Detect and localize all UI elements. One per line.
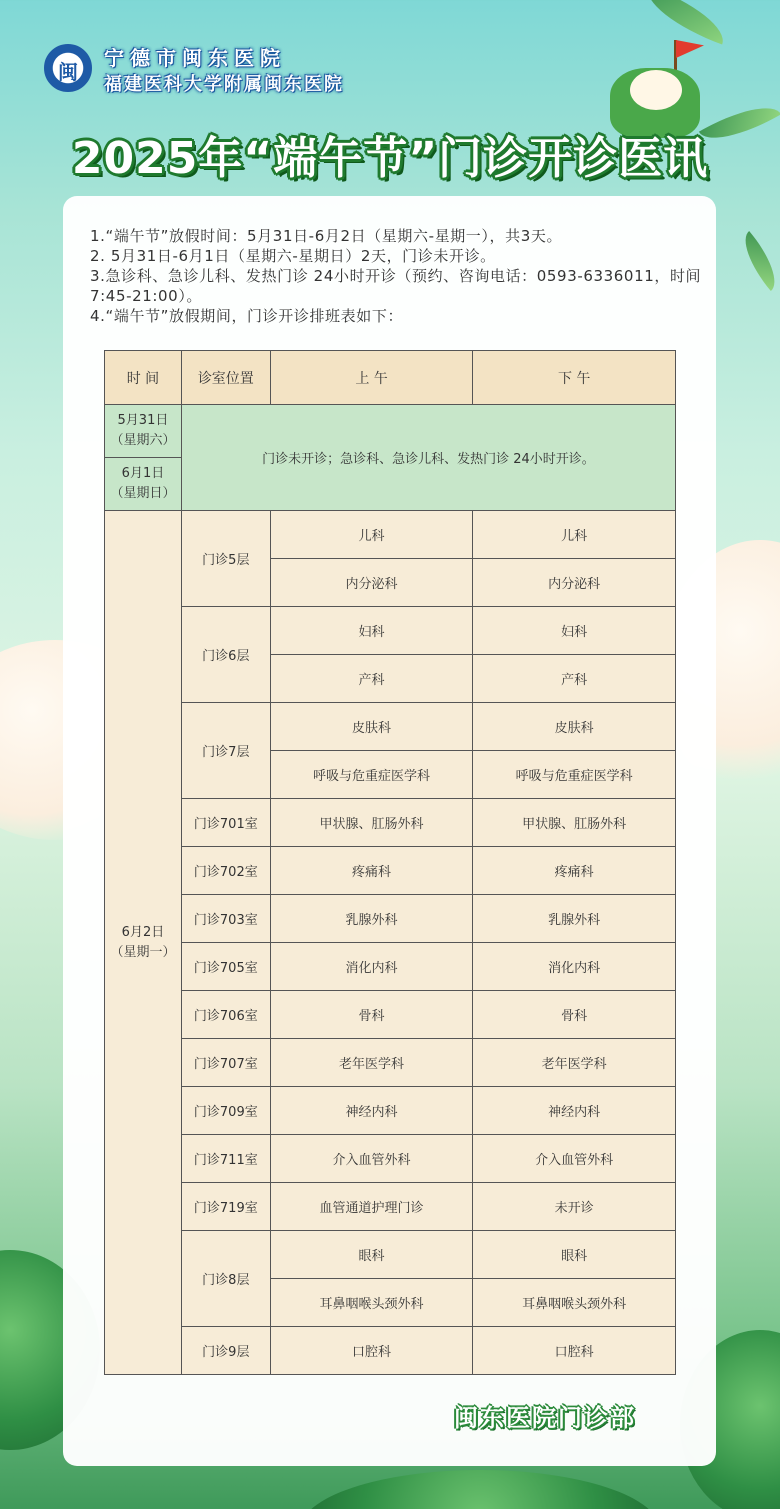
- am-department-cell: 老年医学科: [270, 1039, 473, 1087]
- pm-department-cell: 神经内科: [473, 1087, 676, 1135]
- hospital-name: 宁德市闽东医院: [104, 46, 286, 70]
- am-department-cell: 呼吸与危重症医学科: [270, 751, 473, 799]
- lotus-leaf-bottom-center: [300, 1470, 660, 1509]
- pm-department-cell: 口腔科: [473, 1327, 676, 1375]
- pm-department-cell: 疼痛科: [473, 847, 676, 895]
- hospital-logo: 闽: [44, 44, 92, 92]
- pm-department-cell: 未开诊: [473, 1183, 676, 1231]
- page-title: 2025年“端午节”门诊开诊医讯: [71, 133, 709, 184]
- notice-item: 4.“端午节”放假期间，门诊开诊排班表如下：: [90, 307, 404, 325]
- table-row: [105, 405, 676, 458]
- table-row: [105, 1087, 676, 1135]
- table-row: [105, 703, 676, 751]
- location-cell: 门诊703室: [181, 895, 270, 943]
- table-row: [105, 847, 676, 895]
- pm-department-cell: 儿科: [473, 511, 676, 559]
- table-row: [105, 943, 676, 991]
- pm-department-cell: 骨科: [473, 991, 676, 1039]
- bamboo-leaf-top: [638, 0, 733, 44]
- location-cell: 门诊7层: [181, 703, 270, 799]
- footer-department: 闽东医院门诊部: [454, 1404, 636, 1432]
- location-cell: 门诊709室: [181, 1087, 270, 1135]
- header-location: 诊室位置: [181, 351, 270, 405]
- pm-department-cell: 老年医学科: [473, 1039, 676, 1087]
- pm-department-cell: 呼吸与危重症医学科: [473, 751, 676, 799]
- notice-item: 2. 5月31日-6月1日（星期六-星期日）2天，门诊未开诊。: [90, 247, 496, 265]
- am-department-cell: 皮肤科: [270, 703, 473, 751]
- location-cell: 门诊719室: [181, 1183, 270, 1231]
- closed-notice-cell: 门诊未开诊；急诊科、急诊儿科、发热门诊 24小时开诊。: [181, 405, 675, 511]
- pm-department-cell: 皮肤科: [473, 703, 676, 751]
- am-department-cell: 骨科: [270, 991, 473, 1039]
- location-cell: 门诊8层: [181, 1231, 270, 1327]
- am-department-cell: 甲状腺、肛肠外科: [270, 799, 473, 847]
- am-department-cell: 眼科: [270, 1231, 473, 1279]
- am-department-cell: 耳鼻咽喉头颈外科: [270, 1279, 473, 1327]
- table-row: [105, 1327, 676, 1375]
- header-pm: 下 午: [473, 351, 676, 405]
- location-cell: 门诊9层: [181, 1327, 270, 1375]
- location-cell: 门诊707室: [181, 1039, 270, 1087]
- notice-item: 3.急诊科、急诊儿科、发热门诊 24小时开诊（预约、咨询电话：0593-6336011，时间 7:45-21:00）。: [90, 267, 702, 305]
- table-row: [105, 1231, 676, 1279]
- location-cell: 门诊6层: [181, 607, 270, 703]
- table-header-row: [105, 351, 676, 405]
- am-department-cell: 妇科: [270, 607, 473, 655]
- pm-department-cell: 甲状腺、肛肠外科: [473, 799, 676, 847]
- pm-department-cell: 眼科: [473, 1231, 676, 1279]
- table-row: [105, 799, 676, 847]
- am-department-cell: 产科: [270, 655, 473, 703]
- location-cell: 门诊705室: [181, 943, 270, 991]
- am-department-cell: 血管通道护理门诊: [270, 1183, 473, 1231]
- location-cell: 门诊701室: [181, 799, 270, 847]
- pm-department-cell: 产科: [473, 655, 676, 703]
- table-row: [105, 607, 676, 655]
- table-row: [105, 1183, 676, 1231]
- am-department-cell: 介入血管外科: [270, 1135, 473, 1183]
- pm-department-cell: 内分泌科: [473, 559, 676, 607]
- am-department-cell: 口腔科: [270, 1327, 473, 1375]
- pm-department-cell: 耳鼻咽喉头颈外科: [473, 1279, 676, 1327]
- date-cell: 6月2日 （星期一）: [105, 511, 182, 1375]
- am-department-cell: 神经内科: [270, 1087, 473, 1135]
- header-am: 上 午: [270, 351, 473, 405]
- am-department-cell: 消化内科: [270, 943, 473, 991]
- table-row: [105, 1135, 676, 1183]
- pm-department-cell: 妇科: [473, 607, 676, 655]
- notice-list: [90, 226, 705, 326]
- am-department-cell: 乳腺外科: [270, 895, 473, 943]
- am-department-cell: 儿科: [270, 511, 473, 559]
- location-cell: 门诊5层: [181, 511, 270, 607]
- pm-department-cell: 消化内科: [473, 943, 676, 991]
- date-cell: 6月1日 （星期日）: [105, 458, 182, 511]
- hospital-subtitle: 福建医科大学附属闽东医院: [104, 74, 344, 95]
- schedule-table: [104, 350, 676, 1375]
- location-cell: 门诊711室: [181, 1135, 270, 1183]
- table-row: [105, 991, 676, 1039]
- date-cell: 5月31日 （星期六）: [105, 405, 182, 458]
- header-time: 时 间: [105, 351, 182, 405]
- pm-department-cell: 介入血管外科: [473, 1135, 676, 1183]
- location-cell: 门诊702室: [181, 847, 270, 895]
- table-row: [105, 895, 676, 943]
- am-department-cell: 内分泌科: [270, 559, 473, 607]
- am-department-cell: 疼痛科: [270, 847, 473, 895]
- pm-department-cell: 乳腺外科: [473, 895, 676, 943]
- table-row: [105, 511, 676, 559]
- notice-item: 1.“端午节”放假时间：5月31日-6月2日（星期六-星期一），共3天。: [90, 227, 563, 245]
- table-row: [105, 1039, 676, 1087]
- bamboo-leaf-right: [732, 231, 780, 291]
- location-cell: 门诊706室: [181, 991, 270, 1039]
